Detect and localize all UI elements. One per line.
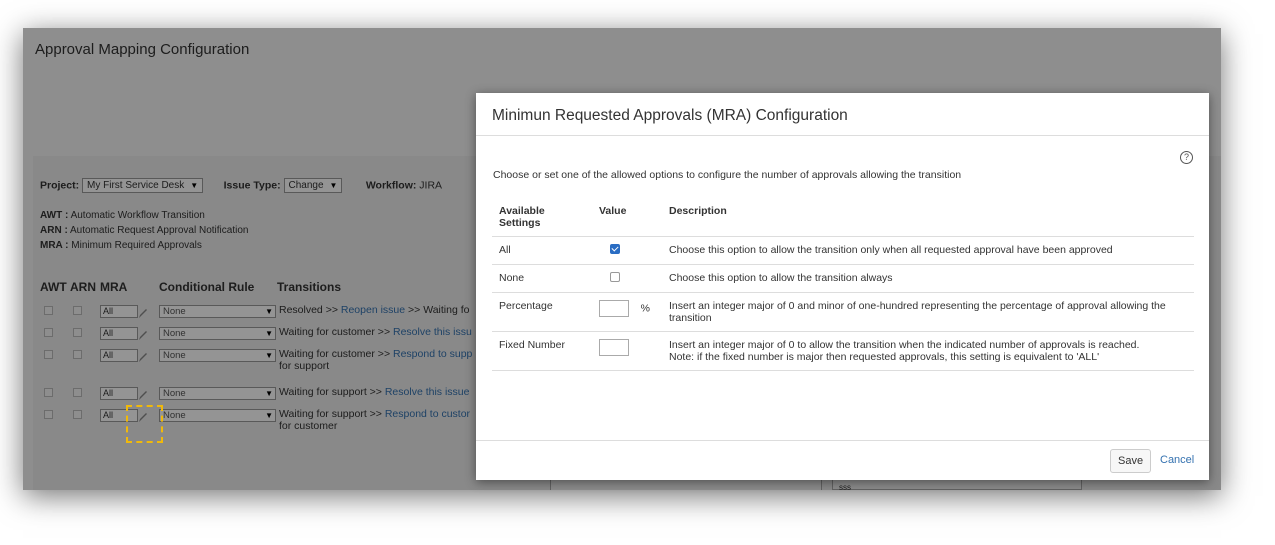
col-awt: AWT <box>40 280 67 294</box>
none-checkbox[interactable] <box>610 272 620 282</box>
percent-unit: % <box>640 302 651 315</box>
background-field: sss <box>832 476 1082 490</box>
option-row-none <box>492 265 1194 293</box>
option-row-all <box>492 237 1194 265</box>
transition-text: Resolved >> Reopen issue >> Waiting fo <box>279 304 470 316</box>
option-name: Fixed Number <box>492 332 592 371</box>
option-row-fixed-number <box>492 332 1194 371</box>
col-arn: ARN <box>70 280 96 294</box>
transition-link[interactable]: Resolve this issue <box>384 386 470 398</box>
help-icon[interactable]: ? <box>1180 151 1193 164</box>
transition-text: Waiting for support >> Respond to custor for customer <box>279 408 471 432</box>
conditional-rule-select[interactable]: None ▼ <box>159 305 276 318</box>
header-description: Description <box>669 205 727 217</box>
transition-link[interactable]: Respond to supp <box>393 348 473 360</box>
conditional-rule-select[interactable]: None ▼ <box>159 387 276 400</box>
mra-select[interactable]: All <box>100 387 138 400</box>
transition-link[interactable]: Resolve this issu <box>393 326 472 338</box>
all-checkbox[interactable] <box>610 244 620 254</box>
page-title: Approval Mapping Configuration <box>35 41 250 58</box>
conditional-rule-select[interactable]: None ▼ <box>159 409 276 422</box>
option-row-percentage <box>492 293 1194 332</box>
transition-text: Waiting for customer >> Respond to supp for support <box>279 348 473 372</box>
legend-awt: AWT : Automatic Workflow Transition <box>40 210 205 221</box>
header-settings: Available Settings <box>499 205 545 229</box>
cancel-button[interactable]: Cancel <box>1160 454 1195 466</box>
issue-type-select[interactable]: Change ▼ <box>284 178 343 193</box>
chevron-down-icon: ▼ <box>265 351 273 360</box>
transition-link[interactable]: Respond to custor <box>384 408 471 420</box>
chevron-down-icon: ▼ <box>265 389 273 398</box>
option-description: Choose this option to allow the transition always <box>662 265 1194 293</box>
option-description: Insert an integer major of 0 and minor of one-hundred representing the percentage of approval allowing the transition <box>662 293 1194 332</box>
conditional-rule-select[interactable]: None ▼ <box>159 327 276 340</box>
issue-type-label: Issue Type: <box>223 179 281 192</box>
conditional-rule-select[interactable]: None ▼ <box>159 349 276 362</box>
settings-header-row <box>492 198 1194 237</box>
chevron-down-icon: ▼ <box>265 411 273 420</box>
modal-footer <box>476 440 1209 481</box>
option-name: All <box>492 237 592 265</box>
mra-select[interactable]: All <box>100 305 138 318</box>
option-note: Note: if the fixed number is major then requested approvals, this setting is equivalent to 'ALL' <box>669 351 1100 363</box>
option-description: Choose this option to allow the transition only when all requested approval have been approved <box>662 237 1194 265</box>
save-button[interactable]: Save <box>1110 449 1151 473</box>
chevron-down-icon: ▼ <box>329 181 338 190</box>
settings-table <box>492 198 1194 371</box>
option-name: None <box>492 265 592 293</box>
col-transitions: Transitions <box>277 280 342 294</box>
col-mra: MRA <box>100 280 128 294</box>
col-conditional-rule: Conditional Rule <box>159 280 255 294</box>
chevron-down-icon: ▼ <box>190 181 199 190</box>
option-value-cell <box>592 293 662 332</box>
option-description-cell <box>662 332 1194 371</box>
workflow-label: Workflow: <box>365 179 417 192</box>
option-description: Insert an integer major of 0 to allow the transition when the indicated number of approvals is reached. <box>669 339 1140 351</box>
modal-title: Minimun Requested Approvals (MRA) Configuration <box>492 107 848 124</box>
percentage-input[interactable] <box>599 300 629 317</box>
transition-link[interactable]: Reopen issue <box>340 304 406 316</box>
mra-config-modal <box>476 93 1209 480</box>
option-value-cell <box>592 265 662 293</box>
mra-select[interactable]: All <box>100 327 138 340</box>
transition-text: Waiting for customer >> Resolve this issu <box>279 326 472 338</box>
modal-intro: Choose or set one of the allowed options to configure the number of approvals allowing the transition <box>493 169 962 181</box>
option-value-cell <box>592 332 662 371</box>
legend-mra: MRA : Minimum Required Approvals <box>40 240 202 251</box>
header-value: Value <box>599 205 627 217</box>
legend-arn: ARN : Automatic Request Approval Notification <box>40 225 249 236</box>
modal-header <box>476 93 1209 136</box>
chevron-down-icon: ▼ <box>265 307 273 316</box>
transition-text: Waiting for support >> Resolve this issue <box>279 386 470 398</box>
fixed-number-input[interactable] <box>599 339 629 356</box>
mra-select[interactable]: All <box>100 409 138 422</box>
chevron-down-icon: ▼ <box>265 329 273 338</box>
mra-select[interactable]: All <box>100 349 138 362</box>
option-name: Percentage <box>492 293 592 332</box>
workflow-value: JIRA <box>419 179 443 192</box>
highlight-marker <box>126 405 163 443</box>
project-label: Project: <box>40 179 80 192</box>
option-value-cell <box>592 237 662 265</box>
project-select[interactable]: My First Service Desk ▼ <box>82 178 203 193</box>
